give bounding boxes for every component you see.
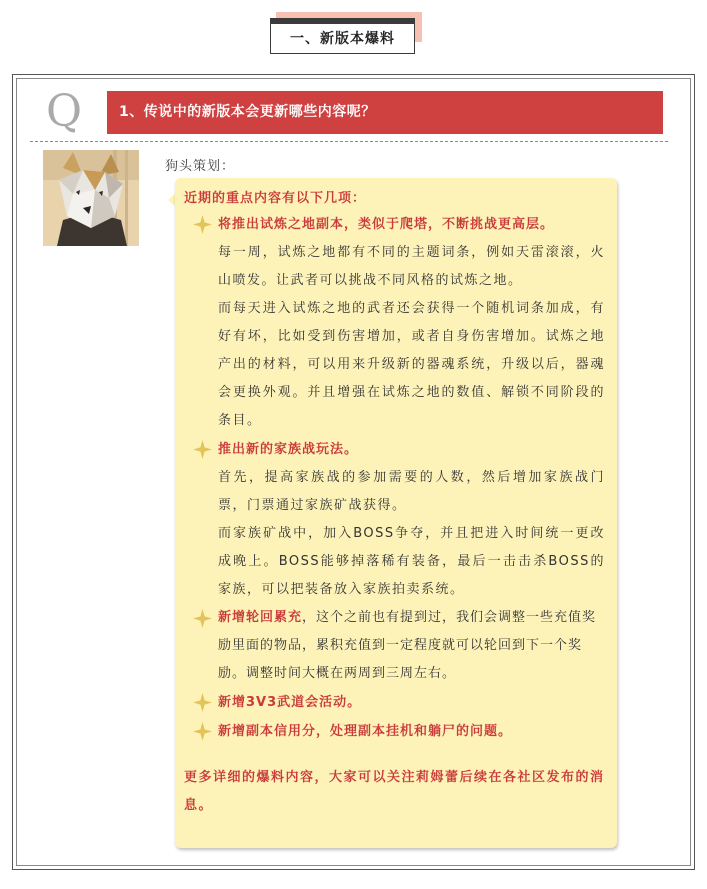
star-icon: [193, 609, 212, 628]
list-item: [184, 604, 605, 688]
item-paragraph: 首先，提高家族战的参加需要的人数，然后增加家族战门票，门票通过家族矿战获得。: [218, 470, 605, 513]
item-title: 新增副本信用分，处理副本挂机和躺尸的问题。: [218, 724, 513, 739]
list-item: [184, 717, 605, 746]
question-letter: Q: [46, 86, 83, 137]
item-title: 将推出试炼之地副本，类似于爬塔，不断挑战更高层。: [218, 217, 555, 232]
item-title: 新增3V3武道会活动。: [218, 695, 362, 710]
item-title: 推出新的家族战玩法。: [218, 442, 359, 457]
star-icon: [193, 215, 212, 234]
list-item: [184, 688, 605, 717]
item-paragraph: 而家族矿战中，加入BOSS争夺，并且把进入时间统一更改成晚上。BOSS能够掉落稀有装备，最后一击击杀BOSS的家族，可以把装备放入家族拍卖系统。: [218, 526, 605, 597]
speaker-name: 狗头策划：: [165, 159, 236, 174]
question-title: 1、传说中的新版本会更新哪些内容呢？: [107, 91, 663, 134]
dashed-divider: [30, 141, 668, 142]
list-item: [184, 210, 605, 239]
star-icon: [193, 693, 212, 712]
item-paragraph: 而每天进入试炼之地的武者还会获得一个随机词条加成，有好有坏，比如受到伤害增加，或者自身伤害增加。试炼之地产出的材料，可以用来升级新的器魂系统，升级以后，器魂会更换外观。并且增强在试炼之地的数值、解锁不同阶段的条目。: [218, 301, 605, 428]
answer-intro: 近期的重点内容有以下几项：: [184, 191, 367, 206]
answer-bubble: [175, 178, 617, 848]
star-icon: [193, 440, 212, 459]
star-icon: [193, 722, 212, 741]
section-tag: 一、新版本爆料: [270, 24, 415, 54]
list-item: [184, 435, 605, 464]
item-title: 新增轮回累充: [218, 610, 303, 625]
answer-outro: 更多详细的爆料内容，大家可以关注莉姆蕾后续在各社区发布的消息。: [184, 770, 605, 813]
dog-mask-avatar: [43, 150, 139, 246]
item-suffix: ，这个之前也有提到过，我们会调整一些充值奖励里面的物品，累积充值到一定程度就可以轮回到下一个奖励。调整时间大概在两周到三周左右。: [218, 610, 597, 681]
item-paragraph: 每一周，试炼之地都有不同的主题词条，例如天雷滚滚，火山喷发。让武者可以挑战不同风格的试炼之地。: [218, 245, 605, 288]
